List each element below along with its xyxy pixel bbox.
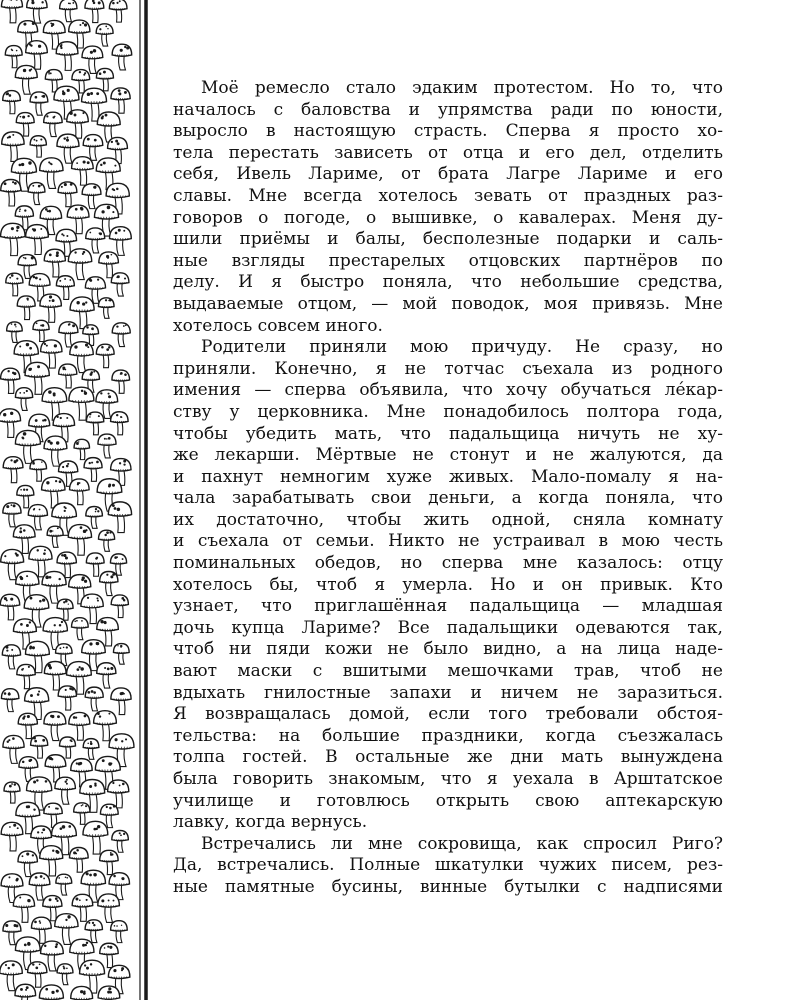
mushroom-icon	[2, 132, 24, 162]
mushroom-icon	[85, 0, 104, 23]
mushroom-icon	[15, 388, 32, 411]
mushroom-icon	[44, 712, 66, 741]
mushroom-icon	[55, 914, 78, 945]
text-line: и пахнут немногим хуже живых. Мало-помалу я на-	[173, 466, 723, 487]
mushroom-icon	[59, 364, 77, 388]
text-line: выдаваемые отцом, — мой поводок, моя привязь. Мне	[173, 293, 723, 314]
text-line: приняли. Конечно, я не тотчас съехала из родного	[173, 358, 723, 379]
mushroom-icon	[40, 158, 63, 189]
mushroom-icon	[72, 618, 89, 640]
mushroom-icon	[2, 645, 20, 669]
text-line: говоров о погоде, о вышивке, о кавалерах. Меня ду-	[173, 207, 723, 228]
mushroom-icon	[111, 595, 128, 618]
mushroom-icon	[3, 457, 23, 483]
mushroom-icon	[5, 46, 22, 68]
mushroom-icon	[1, 368, 20, 393]
mushroom-icon	[7, 322, 23, 343]
mushroom-icon	[83, 821, 108, 854]
mushroom-icon	[15, 984, 36, 1000]
mushroom-icon	[60, 0, 77, 22]
mushroom-icon	[111, 688, 131, 715]
text-line: ству у церковника. Мне понадобилось полтора года,	[173, 401, 723, 422]
mushroom-icon	[40, 294, 61, 322]
mushroom-icon	[72, 157, 94, 185]
paragraph	[173, 337, 723, 834]
text-line: Моё ремесло стало эдаким протестом. Но то, что	[201, 78, 723, 98]
mushroom-icon	[1, 180, 21, 206]
mushroom-icon	[30, 459, 47, 481]
mushroom-icon	[97, 663, 116, 688]
mushroom-icon	[55, 777, 75, 804]
mushroom-icon	[111, 273, 129, 296]
text-line: ные взгляды престарелых отцовских партнёров по	[173, 250, 723, 271]
mushroom-icon	[56, 276, 74, 300]
text-line: узнает, что приглашённая падальщица — младшая	[173, 596, 723, 617]
mushroom-icon	[111, 412, 128, 435]
mushroom-icon	[85, 687, 103, 711]
mushroom-icon	[111, 921, 128, 943]
mushroom-icon	[26, 225, 49, 255]
mushroom-icon	[96, 24, 113, 46]
text-line: Родители приняли мою причуду. Не сразу, но	[201, 337, 723, 358]
mushroom-icon	[56, 42, 78, 71]
paragraph	[173, 834, 723, 899]
mushroom-icon	[112, 44, 132, 70]
mushroom-icon	[0, 409, 21, 438]
mushroom-icon	[100, 572, 118, 596]
mushroom-icon	[60, 737, 76, 758]
mushroom-icon	[13, 894, 34, 922]
mushroom-icon	[17, 296, 35, 320]
text-line: их достаточно, чтобы жить одной, сняла комнату	[173, 509, 723, 530]
text-line: делу. И я быстро поняла, что небольшие средства,	[173, 272, 723, 293]
text-line: чала зарабатывать свои деньги, а когда поняла, что	[173, 488, 723, 509]
mushroom-icon	[86, 412, 103, 435]
mushroom-icon	[26, 41, 48, 69]
mushroom-icon	[100, 850, 118, 874]
text-line: выросло в настоящую страсть. Сперва я просто хо-	[173, 121, 723, 142]
text-line: поминальных обедов, но сперва мне казалось: отцу	[173, 553, 723, 574]
mushroom-icon	[3, 91, 21, 114]
text-line: вдыхать гнилостные запахи и ничем не заразиться.	[173, 682, 723, 703]
mushroom-icon	[29, 873, 50, 900]
mushroom-icon	[17, 664, 35, 688]
mushroom-icon	[109, 0, 127, 22]
mushroom-icon	[70, 479, 90, 505]
mushroom-icon	[3, 503, 21, 527]
text-line: тельства: на большие праздники, когда съезжалась	[173, 725, 723, 746]
text-line: ные памятные бусины, винные бутылки с надписями	[173, 876, 723, 897]
mushroom-icon	[30, 136, 46, 157]
mushroom-icon	[18, 851, 37, 877]
mushroom-icon	[96, 344, 114, 367]
text-line: и съехала от семьи. Никто не устраивал в мою честь	[173, 531, 723, 552]
mushroom-icon	[112, 830, 129, 852]
mushroom-icon	[30, 92, 48, 115]
mushroom-icon	[96, 68, 113, 90]
mushroom-icon	[69, 848, 88, 873]
text-line: Встречались ли мне сокровища, как спросил Риго?	[201, 833, 723, 854]
mushroom-icon	[68, 525, 91, 556]
text-line: Да, встречались. Полные шкатулки чужих писем, рез-	[173, 855, 723, 876]
text-line: толпа гостей. В остальные же дни мать вынуждена	[173, 747, 723, 768]
mushroom-icon	[58, 182, 77, 207]
mushroom-icon	[71, 986, 93, 1000]
mushroom-icon	[28, 183, 45, 205]
mushroom-icon	[31, 736, 48, 759]
text-line: же лекарши. Мёртвые не стонут и не жалуются, да	[173, 445, 723, 466]
mushroom-icon	[113, 644, 129, 665]
mushroom-icon	[1, 822, 23, 851]
text-line: была говорить знакомым, что я уехала в Арштатское	[173, 769, 723, 789]
text-line: себя, Ивель Лариме, от брата Лагре Лариме и его	[173, 164, 723, 185]
mushroom-icon	[47, 526, 63, 547]
mushroom-icon	[44, 249, 65, 277]
mushroom-icon	[85, 920, 102, 943]
mushroom-icon	[1, 689, 18, 712]
text-line: вают маски с вшитыми мешочками трав, чтоб не	[173, 661, 723, 682]
mushroom-icon	[6, 273, 23, 296]
text-line: тела перестать зависеть от отца и его дел, отделить	[173, 142, 723, 163]
mushroom-icon	[112, 370, 130, 393]
mushroom-icon	[99, 530, 115, 551]
mushroom-icon	[108, 502, 131, 533]
mushroom-icon	[69, 712, 90, 740]
mushroom-icon	[110, 227, 132, 256]
mushroom-icon	[17, 485, 34, 507]
text-line: училище и готовлюсь открыть свою аптекарскую	[173, 790, 723, 811]
mushroom-icon	[83, 739, 99, 760]
mushroom-icon	[58, 686, 76, 710]
mushroom-icon	[4, 782, 20, 803]
text-line: дочь купца Лариме? Все падальщики одеваются так,	[173, 617, 723, 638]
mushroom-icon	[56, 874, 72, 895]
text-line: славы. Мне всегда хотелось зевать от праздных раз-	[173, 185, 723, 206]
book-page-text	[173, 78, 723, 899]
text-line: началось с баловства и упрямства ради по юности,	[173, 99, 723, 120]
mushroom-icon	[44, 112, 62, 136]
mushroom-icon	[18, 713, 37, 738]
text-line: шили приёмы и балы, бесполезные подарки и саль-	[173, 229, 723, 250]
text-line: чтоб ни пяди кожи не было видно, а на лица наде-	[173, 639, 723, 660]
mushroom-icon	[98, 434, 116, 458]
mushroom-icon	[39, 985, 63, 1000]
text-line: хотелось совсем иного.	[173, 315, 383, 336]
mushroom-icon	[1, 0, 22, 23]
mushroom-icon	[28, 962, 47, 987]
mushroom-icon	[86, 228, 105, 253]
mushroom-icon	[0, 594, 19, 620]
text-line: хотелось бы, чтоб я умерла. Но и он привык. Кто	[173, 574, 723, 595]
text-line: чтобы убедить мать, что падальщица ничуть не ху-	[173, 423, 723, 444]
mushroom-icon	[86, 553, 104, 576]
mushroom-icon	[33, 320, 49, 341]
mushroom-icon	[74, 803, 90, 824]
mushroom-icon	[86, 507, 103, 529]
mushroom-icon	[112, 323, 130, 347]
mushroom-icon	[57, 599, 73, 620]
mushroom-icon	[98, 298, 114, 319]
mushroom-icon	[1, 223, 25, 255]
mushroom-icon	[98, 894, 120, 922]
text-line: лавку, когда вернусь.	[173, 812, 368, 833]
mushroom-icon	[27, 0, 47, 23]
mushroom-icon	[68, 249, 91, 280]
mushroom-icon	[82, 184, 101, 209]
mushroom-icon	[40, 846, 63, 876]
decorative-mushroom-border	[0, 0, 152, 1000]
mushroom-icon	[44, 661, 66, 690]
paragraph	[173, 78, 723, 337]
mushroom-icon	[98, 986, 120, 1000]
mushroom-icon	[111, 88, 130, 113]
mushroom-icon	[84, 458, 102, 482]
mushroom-icon	[57, 964, 73, 985]
mushroom-icon	[74, 439, 89, 459]
mushroom-icon	[15, 65, 37, 94]
text-line: имения — сперва объявила, что хочу обучаться лéкар-	[173, 380, 723, 401]
text-line: Я возвращалась домой, если того требовали обстоя-	[173, 704, 723, 725]
